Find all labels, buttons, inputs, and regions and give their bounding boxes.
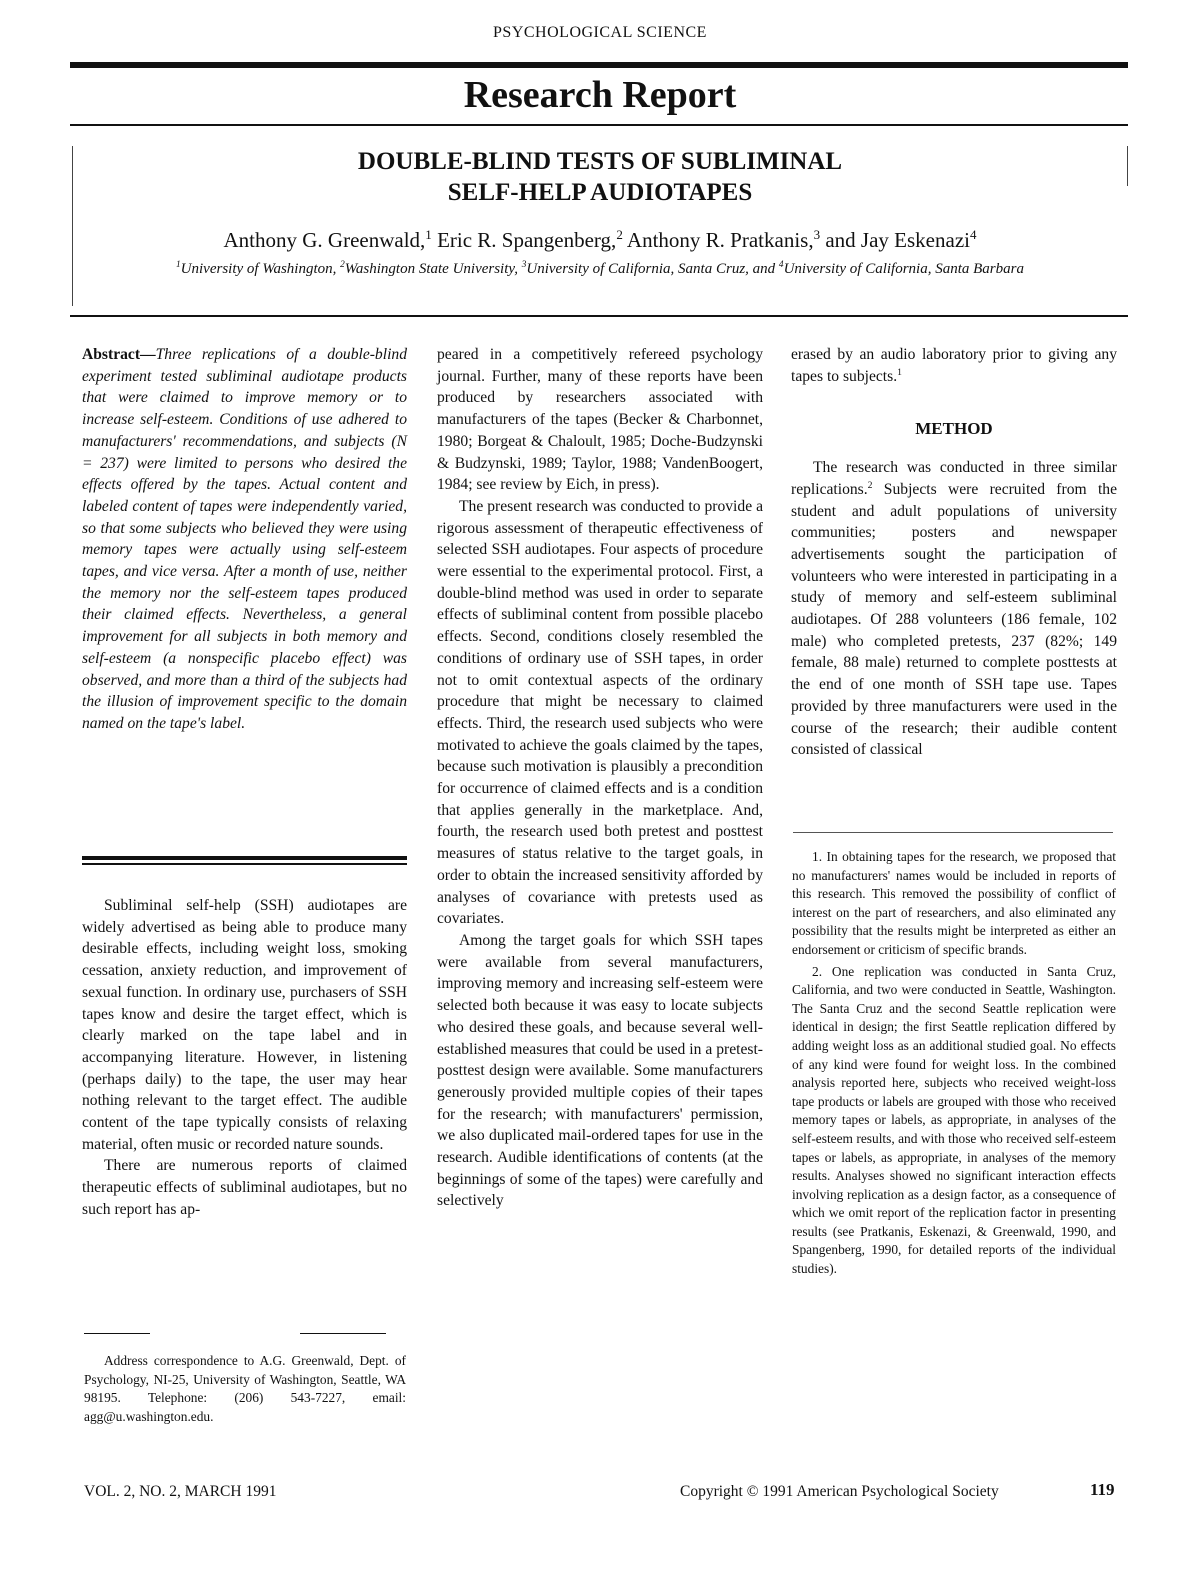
footnote-rule xyxy=(84,1333,150,1334)
column-1-body xyxy=(82,895,407,1221)
article-title xyxy=(0,146,1200,208)
paragraph: The research was conducted in three similar replications.$^2$ Subjects were recruited from the student and adult populations of university communities; posters and newspaper advertisements sought the participation of volunteers who were interested in participating in a study of memory and self-esteem subliminal audiotapes. Of 288 volunteers (186 female, 102 male) who completed pretests, 237 (82%; 149 female, 88 male) returned to complete posttests at the end of one month of SSH tape use. Tapes provided by three manufacturers were used in the course of the research; their audible content consisted of classical xyxy=(791,459,1117,759)
column-1 xyxy=(82,344,407,735)
section-rule xyxy=(70,124,1128,126)
column-3 xyxy=(791,344,1117,761)
paragraph: The present research was conducted to provide a rigorous assessment of therapeutic effectiveness of selected SSH audiotapes. Four aspects of procedure were essential to the experimental protocol. First, a double-blind method was used in order to separate effects of subliminal content from possible placebo effects. Second, conditions closely resembled the conditions of ordinary use of SSH tapes, in order not to omit contextual aspects of the ordinary procedure that might be necessary to claimed effects. Third, the research used subjects who were motivated to achieve the goals claimed by the tapes, because such motivation is plausibly a precondition for occurrence of claimed effects and is a condition that applies generally in the marketplace. And, fourth, the research used both pretest and posttest measures of status relative to the target goals, in order to obtain the increased sensitivity afforded by analyses of covariance with pretests used as covariates. xyxy=(437,497,763,928)
paragraph: erased by an audio laboratory prior to giving any tapes to subjects.$^1$ xyxy=(791,346,1117,385)
column-2 xyxy=(437,344,763,1212)
paragraph: Among the target goals for which SSH tapes were available from several manufacturers, improving memory and increasing self-esteem were selected both because it was easy to locate subjects who desired these goals, and because several well-established measures that could be used in a pretest-posttest design were available. Some manufacturers generously provided multiple copies of their tapes for the research; with manufacturers' permission, we also duplicated mail-ordered tapes for use in the research. Audible identifications of contents (at the beginnings of some of the tapes) were carefully and selectively xyxy=(437,931,763,1210)
author: Eric R. Spangenberg,$^2$ xyxy=(437,227,623,252)
abstract-rule-thin xyxy=(82,863,407,865)
author-list xyxy=(0,226,1200,254)
footnote-rule xyxy=(300,1333,386,1334)
title-block-rule xyxy=(70,315,1128,317)
method-heading: METHOD xyxy=(915,419,993,439)
title-line-2: SELF-HELP AUDIOTAPES xyxy=(447,179,753,206)
abstract-rule xyxy=(82,856,407,860)
footnote-2: 2. One replication was conducted in Santa Cruz, California, and two were conducted in Seattle, Washington. The Santa Cruz and the second Seattle replication were identical in design; the first Seattle replication differed by adding weight loss as an additional studied goal. No effects of any kind were found for weight loss. In the combined analysis reported here, subjects who received weight-loss tape products or labels are grouped with those who received memory tapes or labels, as appropriate, in analyses of the self-esteem results, and with those who received self-esteem tapes or labels, as appropriate, in analyses of the memory results. Analyses showed no significant interaction effects involving replication as a design factor, as a consequence of which we omit report of the replication factor in presenting results (see Pratkanis, Eskenazi, & Greenwald, 1990, and Spangenberg, 1990, for detailed reports of the individual studies). xyxy=(792,963,1116,1277)
paragraph: Subliminal self-help (SSH) audiotapes are widely advertised as being able to produce many desirable effects, including weight loss, smoking cessation, anxiety reduction, and improvement of sexual function. In ordinary use, purchasers of SSH tapes know and desire the target effect, which is clearly marked on the tape label and in accompanying literature. However, in listening (perhaps daily) to the tape, the user may hear nothing relevant to the target effect. The audible content of the tape typically consists of relaxing material, often music or recorded nature sounds. xyxy=(82,897,407,1153)
abstract xyxy=(82,344,407,735)
margin-line xyxy=(1127,146,1128,186)
footnote-1: 1. In obtaining tapes for the research, we proposed that no manufacturers' names would be included in reports of this research. This removed the possibility of conflict of interest on the part of researchers, and also eliminated any possibility that the results might be interpreted as either an endorsement or criticism of specific brands. xyxy=(792,849,1116,957)
header-rule xyxy=(70,62,1128,68)
title-line-1: DOUBLE-BLIND TESTS OF SUBLIMINAL xyxy=(357,148,843,175)
abstract-text: Three replications of a double-blind experiment tested subliminal audiotape products that were claimed to improve memory or to increase self-esteem. Conditions of use adhered to manufacturers' recommendations, and subjects (N = 237) were limited to persons who desired the effects offered by the tapes. Actual content and labeled content of tapes were independently varied, so that some subjects who believed they were using memory tapes were actually using self-esteem tapes, and vice versa. After a month of use, neither the memory nor the self-esteem tapes produced their claimed effects. Nevertheless, a general improvement for all subjects in both memory and self-esteem (a nonspecific placebo effect) was observed, and more than a third of the subjects had the illusion of improvement specific to the domain named on the tape's label. xyxy=(82,346,407,732)
paragraph: peared in a competitively refereed psychology journal. Further, many of these reports have been produced by researchers associated with manufacturers of the tapes (Becker & Charbonnet, 1980; Borgeat & Chaloult, 1985; Doche-Budzynski & Budzynski, 1989; Taylor, 1988; VandenBoogert, 1984; see review by Eich, in press). xyxy=(437,346,763,494)
author: Anthony G. Greenwald,$^1$ xyxy=(223,227,432,252)
volume-info: VOL. 2, NO. 2, MARCH 1991 xyxy=(84,1483,277,1500)
author: Anthony R. Pratkanis,$^3$ xyxy=(626,227,821,252)
address-footnote: Address correspondence to A.G. Greenwald, Dept. of Psychology, NI-25, University of Washington, Seattle, WA 98195. Telephone: (206) 543-7227, email: agg@u.washington.edu. xyxy=(84,1353,406,1424)
copyright: Copyright © 1991 American Psychological Society xyxy=(680,1483,999,1500)
footnote-rule xyxy=(793,832,1113,833)
margin-line xyxy=(72,146,73,306)
affiliations: $^1$University of Washington, $^2$Washington State University, $^3$University of California, Santa Cruz, and $^4$University of California, Santa Barbara xyxy=(176,260,1024,277)
author: and Jay Eskenazi$^4$ xyxy=(825,227,977,252)
page-number: 119 xyxy=(1090,1480,1115,1499)
footnotes xyxy=(792,848,1116,1279)
section-title: Research Report xyxy=(463,74,737,116)
paragraph: There are numerous reports of claimed therapeutic effects of subliminal audiotapes, but no such report has ap- xyxy=(82,1157,407,1218)
abstract-label: Abstract— xyxy=(82,346,156,363)
journal-name: PSYCHOLOGICAL SCIENCE xyxy=(493,24,707,41)
